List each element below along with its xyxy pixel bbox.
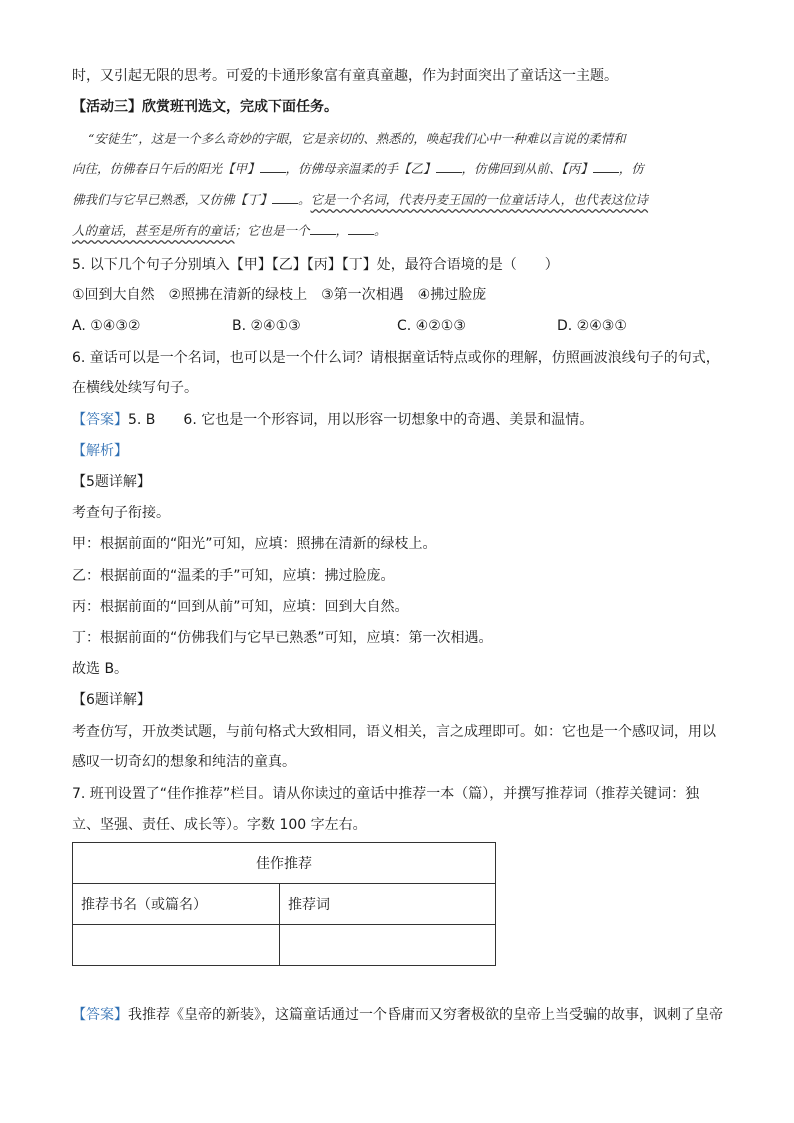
answer-line: [72, 410, 593, 430]
passage-line: “安徒生”，这是一个多么奇妙的字眼，它是亲切的、熟悉的，唤起我们心中一种难以言说的柔情和: [88, 131, 626, 146]
text-line: 时，又引起无限的思考。可爱的卡通形象富有童真童趣，作为封面突出了童话这一主题。: [72, 68, 618, 84]
table-cell-book[interactable]: [73, 925, 280, 966]
recommendation-table: [72, 842, 496, 966]
activity-heading: 【活动三】欣赏班刊选文，完成下面任务。: [72, 99, 338, 115]
passage-text: 。: [374, 223, 387, 238]
answer-text: 我推荐《皇帝的新装》，这篇童话通过一个昏庸而又穷奢极欲的皇帝上当受骗的故事，讽刺了皇帝: [128, 1007, 723, 1023]
wavy-underlined-sentence: 人的童话，甚至是所有的童话: [72, 223, 235, 238]
detail-text: 感叹一切奇幻的想象和纯洁的童真。: [72, 754, 296, 770]
answer-line-7: [72, 1005, 723, 1025]
detail-text: 丁：根据前面的“仿佛我们与它早已熟悉”可知，应填：第一次相遇。: [72, 630, 493, 646]
table-header-words: 推荐词: [280, 884, 496, 925]
detail-heading-5: 【5题详解】: [72, 474, 151, 490]
passage-text: ；它也是一个: [234, 223, 310, 238]
passage-line: [72, 159, 644, 179]
answer-tag: 【答案】: [72, 412, 128, 428]
question-5-items: ①回到大自然 ②照拂在清新的绿枝上 ③第一次相遇 ④拂过脸庞: [72, 287, 487, 303]
table-cell-words[interactable]: [280, 925, 496, 966]
passage-line: [72, 221, 387, 241]
detail-text: 甲：根据前面的“阳光”可知，应填：照拂在清新的绿枝上。: [72, 536, 437, 552]
question-6: 6. 童话可以是一个名词，也可以是一个什么词？请根据童话特点或你的理解，仿照画波浪线句子的句式，: [72, 350, 720, 366]
detail-text: 丙：根据前面的“回到从前”可知，应填：回到大自然。: [72, 599, 409, 615]
fill-blank[interactable]: [272, 191, 298, 204]
detail-text: 乙：根据前面的“温柔的手”可知，应填：拂过脸庞。: [72, 568, 395, 584]
passage-text: ，: [335, 223, 349, 238]
fill-blank[interactable]: [436, 160, 462, 173]
question-7-cont: 立、坚强、责任、成长等）。字数 100 字左右。: [72, 817, 367, 833]
passage-text: 向往，仿佛春日午后的阳光【甲】: [72, 161, 260, 176]
fill-blank[interactable]: [310, 222, 336, 235]
passage-text: 。: [298, 192, 311, 207]
option-c[interactable]: C. ④②①③: [397, 318, 466, 334]
wavy-underlined-sentence: 它是一个名词，代表丹麦王国的一位童话诗人，也代表这位诗: [310, 192, 649, 207]
passage-text: ，仿佛回到从前、【丙】: [461, 161, 593, 176]
question-7: 7. 班刊设置了“佳作推荐”栏目。请从你读过的童话中推荐一本（篇），并撰写推荐词（推荐关键词：独: [72, 786, 700, 802]
analysis-tag: 【解析】: [72, 443, 128, 459]
detail-text: 故选 B。: [72, 661, 129, 677]
table-title: 佳作推荐: [73, 843, 496, 884]
option-a[interactable]: A. ①④③②: [72, 318, 141, 334]
passage-text: 佛我们与它早已熟悉，又仿佛【丁】: [72, 192, 273, 207]
passage-line: [72, 190, 648, 210]
detail-text: 考查句子衔接。: [72, 505, 170, 521]
detail-heading-6: 【6题详解】: [72, 692, 151, 708]
answer-text: 5. B 6. 它也是一个形容词，用以形容一切想象中的奇遇、美景和温情。: [128, 412, 594, 428]
answer-tag: 【答案】: [72, 1007, 128, 1023]
fill-blank[interactable]: [593, 160, 619, 173]
option-b[interactable]: B. ②④①③: [232, 318, 301, 334]
fill-blank[interactable]: [260, 160, 286, 173]
table-header-book: 推荐书名（或篇名）: [73, 884, 280, 925]
passage-text: ，仿: [618, 161, 644, 176]
detail-text: 考查仿写，开放类试题，与前句格式大致相同，语义相关，言之成理即可。如：它也是一个感叹词，用以: [72, 724, 716, 740]
fill-blank[interactable]: [348, 222, 374, 235]
question-5: 5. 以下几个句子分别填入【甲】【乙】【丙】【丁】处，最符合语境的是（ ）: [72, 257, 559, 273]
option-d[interactable]: D. ②④③①: [557, 318, 627, 334]
passage-text: ，仿佛母亲温柔的手【乙】: [285, 161, 436, 176]
question-6-cont: 在横线处续写句子。: [72, 380, 198, 396]
